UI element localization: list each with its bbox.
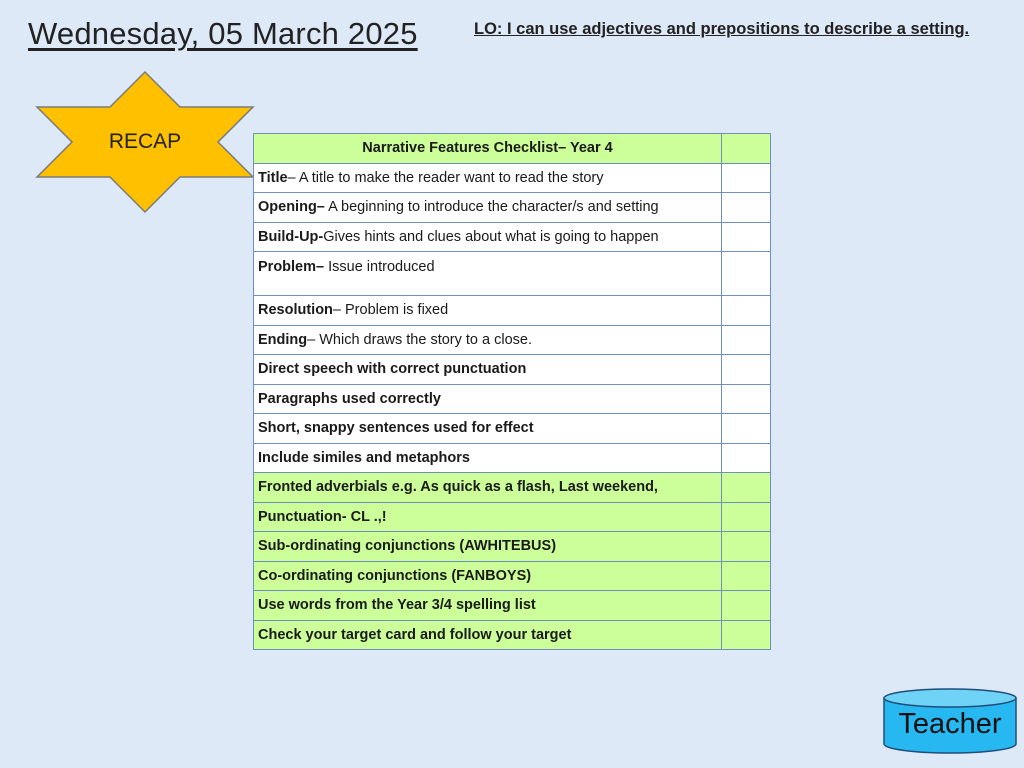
item-term: Build-Up- bbox=[258, 228, 324, 245]
checklist-tick-cell[interactable] bbox=[722, 193, 771, 223]
checklist-item bbox=[254, 252, 722, 296]
table-row bbox=[254, 532, 771, 562]
recap-badge bbox=[34, 70, 256, 214]
checklist-item bbox=[254, 620, 722, 650]
item-term: Opening– bbox=[258, 199, 325, 216]
table-row bbox=[254, 502, 771, 532]
item-description: – Problem is fixed bbox=[332, 302, 449, 319]
checklist-tick-cell[interactable] bbox=[722, 502, 771, 532]
date-heading: Wednesday, 05 March 2025 bbox=[28, 16, 418, 51]
checklist-item bbox=[254, 222, 722, 252]
item-term: Sub-ordinating conjunctions (AWHITEBUS) bbox=[258, 538, 557, 555]
checklist-tick-cell[interactable] bbox=[722, 561, 771, 591]
table-row bbox=[254, 355, 771, 385]
checklist-item bbox=[254, 355, 722, 385]
table-row bbox=[254, 163, 771, 193]
table-row bbox=[254, 473, 771, 503]
item-term: Include similes and metaphors bbox=[258, 449, 470, 466]
narrative-features-checklist bbox=[253, 133, 771, 650]
checklist-tick-cell[interactable] bbox=[722, 355, 771, 385]
checklist-tick-cell[interactable] bbox=[722, 384, 771, 414]
table-row bbox=[254, 561, 771, 591]
checklist-item bbox=[254, 502, 722, 532]
checklist-tick-cell[interactable] bbox=[722, 252, 771, 296]
checklist-tick-cell[interactable] bbox=[722, 443, 771, 473]
item-term: Use words from the Year 3/4 spelling list bbox=[258, 597, 536, 614]
table-row bbox=[254, 414, 771, 444]
checklist-item bbox=[254, 163, 722, 193]
checklist-item bbox=[254, 443, 722, 473]
checklist-tick-cell[interactable] bbox=[722, 591, 771, 621]
item-term: Problem– bbox=[258, 259, 325, 275]
checklist-item bbox=[254, 384, 722, 414]
table-row bbox=[254, 296, 771, 326]
checklist-item bbox=[254, 193, 722, 223]
item-term: Punctuation- CL .,! bbox=[258, 508, 387, 525]
checklist-item bbox=[254, 473, 722, 503]
item-description: A beginning to introduce the character/s and setting bbox=[324, 199, 659, 216]
table-row bbox=[254, 222, 771, 252]
item-description: – Which draws the story to a close. bbox=[307, 331, 532, 348]
checklist-tick-cell[interactable] bbox=[722, 222, 771, 252]
item-description: – A title to make the reader want to read the story bbox=[287, 169, 604, 186]
item-description: Issue introduced bbox=[324, 259, 435, 275]
checklist-item bbox=[254, 296, 722, 326]
teacher-button[interactable] bbox=[882, 688, 1018, 754]
item-term: Short, snappy sentences used for effect bbox=[258, 420, 534, 437]
checklist-title: Narrative Features Checklist– Year 4 bbox=[254, 134, 722, 164]
table-row bbox=[254, 325, 771, 355]
item-term: Co-ordinating conjunctions (FANBOYS) bbox=[258, 567, 532, 584]
checklist-item bbox=[254, 325, 722, 355]
checklist-item bbox=[254, 591, 722, 621]
checklist-header-row bbox=[254, 134, 771, 164]
checklist-item bbox=[254, 532, 722, 562]
item-term: Paragraphs used correctly bbox=[258, 390, 441, 407]
table-row bbox=[254, 591, 771, 621]
table-row bbox=[254, 620, 771, 650]
checklist-tick-cell[interactable] bbox=[722, 532, 771, 562]
checklist-tick-cell[interactable] bbox=[722, 134, 771, 164]
item-term: Fronted adverbials e.g. As quick as a flash, Last weekend, bbox=[258, 479, 658, 496]
table-row bbox=[254, 252, 771, 296]
teacher-button-label: Teacher bbox=[898, 708, 1002, 740]
checklist-tick-cell[interactable] bbox=[722, 296, 771, 326]
table-row bbox=[254, 443, 771, 473]
checklist-item bbox=[254, 561, 722, 591]
item-term: Check your target card and follow your target bbox=[258, 626, 572, 643]
checklist-tick-cell[interactable] bbox=[722, 163, 771, 193]
table-row bbox=[254, 384, 771, 414]
checklist-item bbox=[254, 414, 722, 444]
item-term: Ending bbox=[258, 331, 308, 348]
item-term: Direct speech with correct punctuation bbox=[258, 361, 527, 378]
checklist-tick-cell[interactable] bbox=[722, 473, 771, 503]
item-term: Resolution bbox=[258, 302, 333, 319]
checklist-tick-cell[interactable] bbox=[722, 620, 771, 650]
item-description: Gives hints and clues about what is going to happen bbox=[323, 228, 659, 245]
checklist-tick-cell[interactable] bbox=[722, 414, 771, 444]
checklist-tick-cell[interactable] bbox=[722, 325, 771, 355]
learning-objective: LO: I can use adjectives and prepositions to describe a setting. bbox=[474, 20, 970, 38]
table-row bbox=[254, 193, 771, 223]
item-term: Title bbox=[258, 169, 288, 186]
recap-label: RECAP bbox=[108, 130, 182, 153]
